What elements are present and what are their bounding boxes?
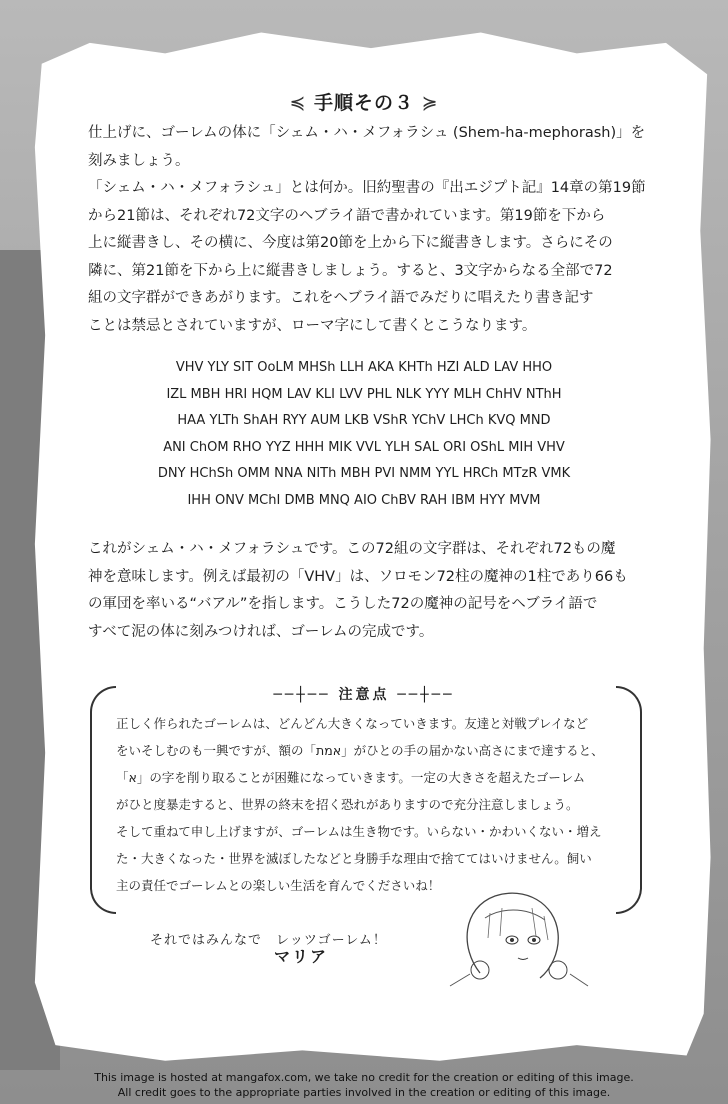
code-line: DNY HChSh OMM NNA NITh MBH PVI NMM YYL HRCh MTzR VMK: [157, 466, 571, 481]
note-line: た・大きくなった・世界を滅ぼしたなどと身勝手な理由で捨ててはいけません。飼い: [116, 851, 592, 866]
heading-ornament-right: ≽: [421, 92, 439, 114]
note-title: 注意点: [338, 687, 390, 703]
note-bracket-right: [616, 686, 642, 914]
credit-notice: [0, 1071, 728, 1100]
section-heading: [0, 88, 728, 115]
heading-title: 手順その３: [313, 92, 414, 114]
note-line: をいそしむのも一興ですが、額の「אמת」がひとの手の届かない高さにまで達すると、: [116, 743, 604, 758]
code-line: VHV YLY SIT OoLM MHSh LLH AKA KHTh HZI ALD LAV HHO: [175, 360, 553, 375]
credit-line: All credit goes to the appropriate parties involved in the creation or editing of this image.: [117, 1085, 611, 1099]
intro-paragraph: 仕上げに、ゴーレムの体に「シェム・ハ・メフォラシュ (Shem-ha-mephorash)」を 刻みましょう。 「シェム・ハ・メフォラシュ」とは何か。旧約聖書の『出エジプト記』14章の第19節 から21節は、それぞれ72文字のヘブライ語で書かれています。第19節を下から 上に縦書きし、その横に、今度は第20節を上から下に縦書きします。さらにその 隣に、第21節を下から上に縦書きしましょう。すると、3文字からなる全部で72 組の文字群ができあがります。これをヘブライ語でみだりに唱えたり書き記す ことは禁忌とされていますが、ローマ字にして書くとこうなります。: [88, 125, 646, 334]
credit-line: This image is hosted at mangafox.com, we take no credit for the creation or editing of this image.: [94, 1071, 634, 1084]
code-line: ANI ChOM RHO YYZ HHH MIK VVL YLH SAL ORI OShL MIH VHV: [163, 439, 565, 455]
note-ornament-left-icon: ──┼──: [273, 687, 331, 703]
note-body: [116, 710, 616, 899]
note-title-row: [0, 684, 728, 704]
signature: マリア: [274, 947, 329, 966]
note-ornament-right-icon: ──┼──: [397, 687, 455, 703]
note-line: 正しく作られたゴーレムは、どんどん大きくなっていきます。友達と対戦プレイなど: [116, 716, 589, 731]
code-line: IZL MBH HRI HQM LAV KLI LVV PHL NLK YYY MLH ChHV NThH: [166, 386, 562, 402]
note-bracket-left: [90, 686, 116, 914]
note-line: そして重ねて申し上げますが、ゴーレムは生き物です。いらない・かわいくない・増え: [116, 824, 602, 839]
code-line: IHH ONV MChI DMB MNQ AIO ChBV RAH IBM HYY MVM: [187, 492, 541, 508]
note-line: 主の責任でゴーレムとの楽しい生活を育んでくださいね！: [116, 878, 441, 893]
outro-paragraph: これがシェム・ハ・メフォラシュです。この72組の文字群は、それぞれ72もの魔 神を意味します。例えば最初の「VHV」は、ソロモン72柱の魔神の1柱であり66も の軍団を率いる“バアル”を指します。こうした72の魔神の記号をヘブライ語で すべて泥の体に刻みつければ、ゴーレムの完成です。: [88, 541, 628, 640]
character-sketch-icon: [440, 878, 590, 988]
code-line: HAA YLTh ShAH RYY AUM LKB VShR YChV LHCh KVQ MND: [177, 413, 551, 428]
code-list: [100, 355, 628, 514]
signoff-text: それではみんなで レッツゴーレム！: [150, 933, 387, 948]
note-line: がひと度暴走すると、世界の終末を招く恐れがありますので充分注意しましょう。: [116, 797, 579, 812]
heading-ornament-left: ≼: [289, 92, 307, 114]
note-line: 「א」の字を削り取ることが困難になっていきます。一定の大きさを超えたゴーレム: [116, 770, 586, 785]
